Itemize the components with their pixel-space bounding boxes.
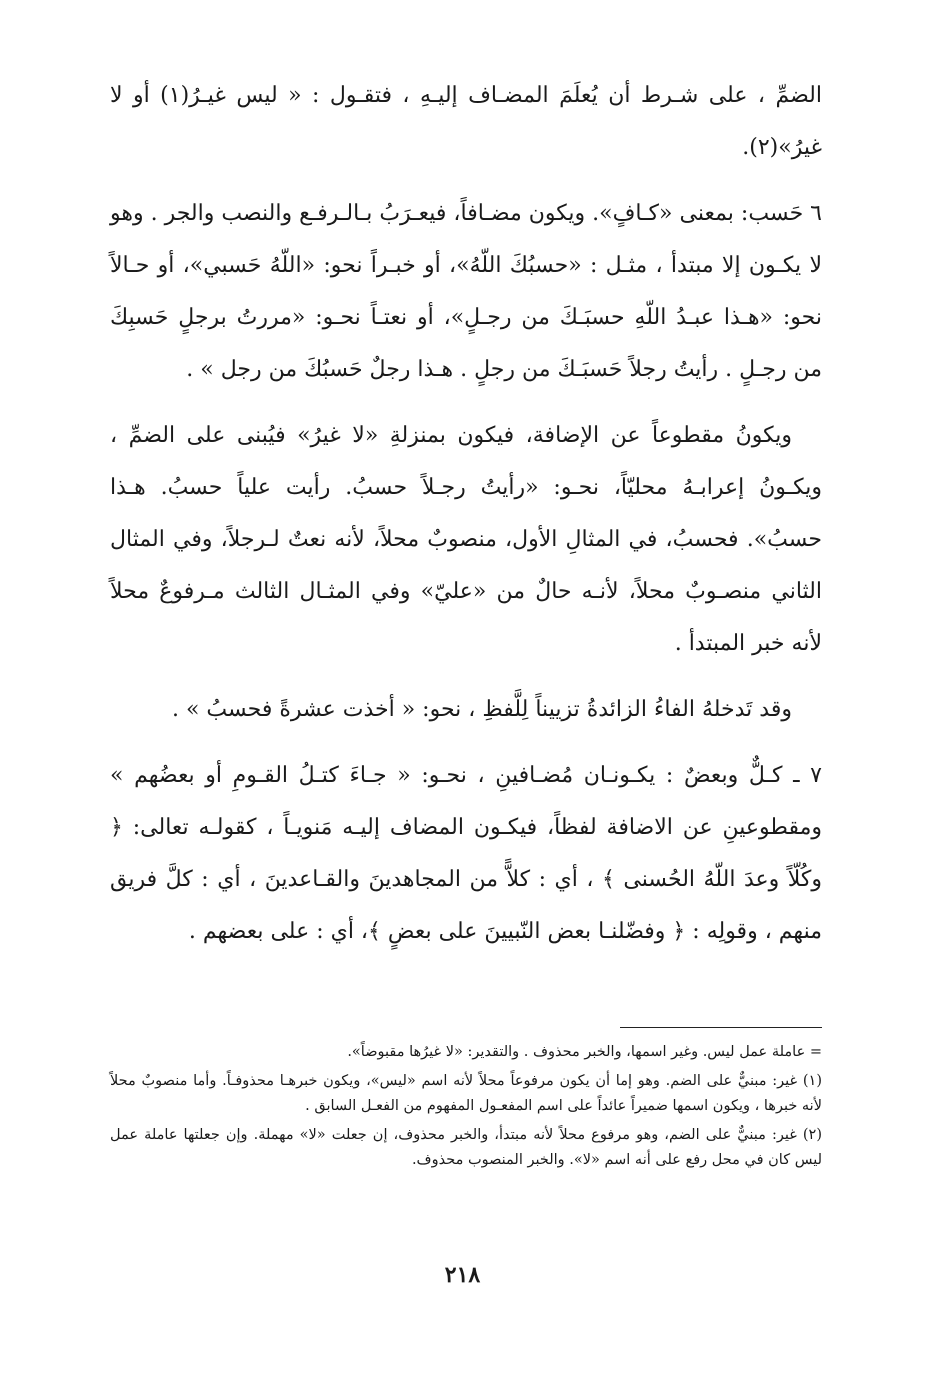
footnote-2: (٢) غير: مبنيٌّ على الضم، وهو مرفوع محلاً لأنه مبتدأ، والخبر محذوف، إن جعلت «لا» مهملة. وإن جعلتها عاملة عمل ليس كان في محل رفع على أنه اسم «لا». والخبر المنصوب محذوف. (110, 1127, 822, 1168)
paragraph-4: وقد تَدخلهُ الفاءُ الزائدةُ تزييناً لِلَّفظِ ، نحو: « أخذت عشرةً فحسبُ » . (171, 697, 792, 722)
main-text (110, 70, 822, 972)
paragraph-5: ٧ ـ كـلٌّ وبعضٌ : يكـونـان مُضـافينِ ، نحـو: « جـاءَ كتـلُ القـومِ أو بعضُهم » ومقطوعينِ عن الاضافة لفظاً، فيكـون المضاف إليـه مَنويـاً ، كقولـه تعالى: ﴿ وكُلّاً وعدَ اللّهُ الحُسنى ﴾ ، أي : كلاًّ من المجاهدينَ والقـاعدينَ ، أي : كلَّ فريق منهم ، وقولِه : ﴿ وفضّلنـا بعض النّبيينَ على بعضٍ ﴾، أي : على بعضهم . (110, 763, 822, 944)
footnote-divider (620, 1027, 822, 1028)
paragraph-2: ٦ حَسب: بمعنى «كـافٍ». ويكون مضـافاً، فيعـرَبُ بـالـرفـع والنصب والجر . وهو لا يكـون إلا مبتدأ ، مثـل : «حسبُكَ اللّهُ»، أو خبـراً نحو: «اللّهُ حَسبي»، أو حـالاً نحو: «هـذا عبـدُ اللّهِ حسبَـكَ من رجـلٍ»، أو نعتـاً نحـو: «مررتُ برجلٍ حَسبِكَ من رجـلٍ . رأيتُ رجلاً حَسبَـكَ من رجلٍ . هـذا رجلٌ حَسبُكَ من رجل » . (110, 201, 822, 382)
footnote-1: (١) غير: مبنيٌّ على الضم. وهو إما أن يكون مرفوعاً محلاً لأنه اسم «ليس»، ويكون خبرهـا محذوفـاً. وأما منصوبٌ محلاً لأنه خبرها ، ويكون اسمها ضميراً عائداً على اسم المفعـول المفهوم من الفعـل السابق . (110, 1073, 822, 1114)
paragraph-3: ويكونُ مقطوعاً عن الإضافة، فيكون بمنزلةِ «لا غيرُ» فيُبنى على الضمِّ ، ويكـونُ إعرابـهُ محليّاً، نحـو: «رأيتُ رجـلاً حسبُ. رأيت علياً حسبُ. هـذا حسبُ». فحسبُ، في المثالِ الأول، منصوبٌ محلاً، لأنه نعتٌ لـرجلاً، وفي المثال الثاني منصـوبٌ محلاً، لأنـه حالٌ من «عليّ» وفي المثـال الثالث مـرفوعٌ محلاً لأنه خبر المبتدأ . (110, 423, 822, 656)
footnote-continued: = عاملة عمل ليس. وغير اسمها، والخبر محذوف . والتقدير: «لا غيرُها مقبوضاً». (347, 1044, 822, 1060)
footnotes (110, 1040, 822, 1177)
page-number: ٢١٨ (444, 1262, 481, 1288)
paragraph-1: الضمِّ ، على شـرط أن يُعلَمَ المضـاف إليـهِ ، فتقـول : « ليس غيـرُ(١) أو لا غيرُ»(٢). (110, 83, 822, 160)
